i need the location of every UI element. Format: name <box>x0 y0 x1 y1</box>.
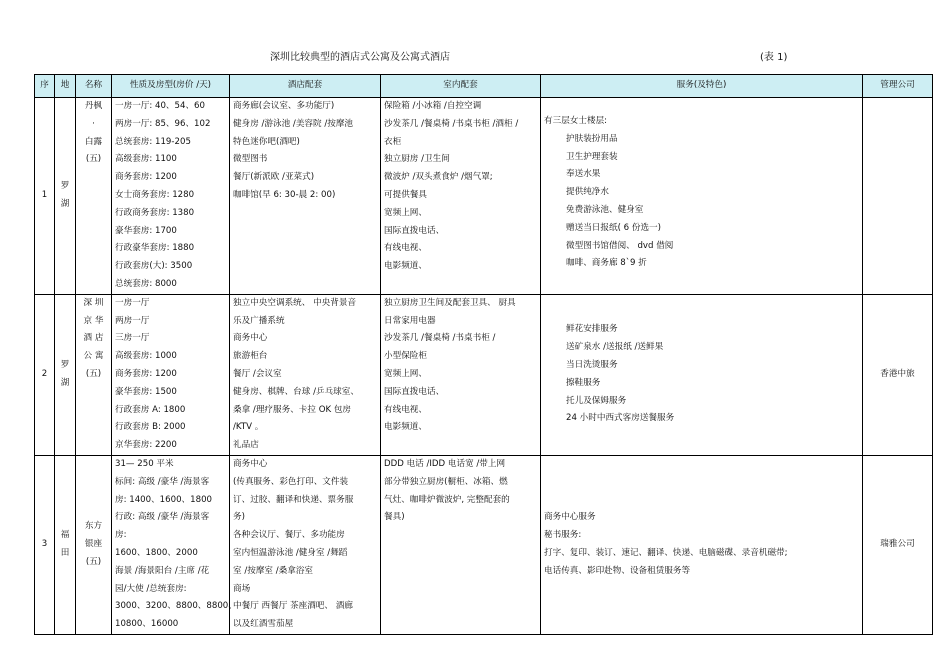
row-area <box>55 294 76 455</box>
row-rooms-line: 行政: 高级 /豪华 /海景客 <box>115 512 210 523</box>
row-rooms-line: 一房一厅: 40、54、60 <box>115 101 205 111</box>
row-company-line: 香港中旅 <box>880 368 915 379</box>
row-services-line: 托儿及保姆服务 <box>566 395 627 406</box>
row-facilities-line: 商务中心 <box>233 333 268 344</box>
row-indoor-line: 保险箱 /小冰箱 /自控空调 <box>384 101 482 111</box>
row-name-line: 丹枫 <box>84 101 103 111</box>
header-company: 管理公司 <box>863 75 933 98</box>
row-rooms-line: 高级套房: 1000 <box>115 351 177 362</box>
row-rooms-line: 两房一厅: 85、96、102 <box>115 118 211 129</box>
header-no: 序 <box>35 75 55 98</box>
row-rooms-line: 商务套房: 1200 <box>115 368 177 379</box>
row-facilities-line: 微型图书 <box>233 154 268 165</box>
row-services-line: 提供纯净水 <box>566 187 609 198</box>
row-number <box>35 294 55 455</box>
row-name-line: (五) <box>85 368 102 379</box>
row-services-line: 当日洗烫服务 <box>566 360 618 371</box>
row-facilities <box>230 455 381 634</box>
row-indoor-line: 有线电视、 <box>384 243 427 254</box>
row-rooms-line: 房: 1400、1600、1800 <box>115 494 213 505</box>
row-name-line: · <box>92 118 95 129</box>
row-rooms-line: 1600、1800、2000 <box>115 547 198 558</box>
row-services-line: 有三层女士楼层: <box>544 116 608 126</box>
row-name-line: (五) <box>85 556 102 567</box>
table-row <box>35 98 933 295</box>
row-facilities <box>230 294 381 455</box>
row-facilities-line: 独立中央空调系统、 中央背景音 <box>233 297 357 308</box>
row-indoor-line: DDD 电话 /IDD 电话宽 /带上网 <box>384 458 506 469</box>
row-indoor-line: 国际直拨电话、 <box>384 386 445 397</box>
row-services <box>541 294 863 455</box>
row-indoor-line: 独立厨房 /卫生间 <box>384 154 450 165</box>
row-indoor-line: 宽频上网、 <box>384 207 427 218</box>
row-services-line: 微型图书馆借阅、 dvd 借阅 <box>566 240 674 251</box>
row-number-line: 1 <box>41 189 48 200</box>
row-indoor-line: 衣柜 <box>384 136 402 147</box>
row-rooms-line: 三房一厅 <box>115 333 150 344</box>
header-area: 地 <box>55 75 76 98</box>
row-rooms-line: 豪华套房: 1500 <box>115 386 177 397</box>
row-services-line: 24 小时中西式客房送餐服务 <box>566 413 675 424</box>
row-services-line: 擦鞋服务 <box>566 377 601 388</box>
row-services-line: 送矿泉水 /送报纸 /送鲜果 <box>566 342 664 353</box>
row-area-line: 福 <box>60 530 70 541</box>
row-services-line: 咖啡、商务廊 8`9 折 <box>566 258 647 269</box>
row-rooms-line: 10800、16000 <box>115 619 179 630</box>
row-facilities-line: 餐厅(新派欧 /亚菜式) <box>233 172 315 183</box>
row-rooms-line: 两房一厅 <box>115 315 150 326</box>
row-services-line: 秘书服务: <box>544 530 582 541</box>
row-services-line: 卫生护理套装 <box>566 151 618 162</box>
row-indoor-line: 国际直拨电话、 <box>384 225 445 236</box>
row-rooms-line: 行政套房(大): 3500 <box>115 261 193 272</box>
row-indoor-line: 有线电视、 <box>384 404 427 415</box>
row-facilities-line: 以及红酒雪茄屋 <box>233 619 294 630</box>
row-indoor-line: 沙发茶几 /餐桌椅 /书桌书柜 / <box>384 333 496 344</box>
row-services-line: 奉送水果 <box>566 169 601 180</box>
row-indoor-line: 可提供餐具 <box>384 189 427 200</box>
row-facilities-line: 旅游柜台 <box>233 351 268 362</box>
row-services-line: 商务中心服务 <box>544 512 596 523</box>
row-indoor-line: 电影频道、 <box>384 422 427 433</box>
document-title: 深圳比较典型的酒店式公寓及公寓式酒店 <box>270 52 450 63</box>
row-services-line: 免费游泳池、健身室 <box>566 204 644 215</box>
header-facilities: 酒店配套 <box>230 75 381 98</box>
table-number-tag: (表 1) <box>760 52 788 63</box>
row-company <box>863 294 933 455</box>
row-number <box>35 455 55 634</box>
row-facilities-line: 礼品店 <box>233 440 259 451</box>
row-name-line: 银座 <box>84 539 103 550</box>
row-rooms-line: 3000、3200、8800、8800、 <box>115 601 237 612</box>
row-rooms-line: 海景 /海景阳台 /主席 /花 <box>115 565 210 576</box>
row-facilities-line: 桑拿 /理疗服务、卡拉 OK 包房 <box>233 404 352 415</box>
row-number-line: 3 <box>41 539 48 550</box>
row-area-line: 田 <box>60 547 70 558</box>
row-facilities-line: 商场 <box>233 583 251 594</box>
table-header-row <box>35 75 933 98</box>
row-indoor-line: 电影频道、 <box>384 261 427 272</box>
row-rooms-line: 31— 250 平米 <box>115 458 174 469</box>
row-name-line: 东方 <box>84 521 103 532</box>
row-services-line: 赠送当日报纸( 6 份选一) <box>566 222 661 233</box>
row-rooms-line: 园/大使 /总统套房: <box>115 583 187 594</box>
row-rooms-line: 豪华套房: 1700 <box>115 225 177 236</box>
row-facilities-line: /KTV 。 <box>233 422 264 433</box>
row-indoor-line: 小型保险柜 <box>384 351 427 362</box>
row-rooms-line: 总统套房: 8000 <box>115 278 177 289</box>
row-indoor <box>381 294 541 455</box>
row-facilities-line: 健身房、棋牌、台球 /乒乓球室、 <box>233 386 359 397</box>
row-rooms <box>112 455 237 634</box>
row-indoor <box>381 98 541 295</box>
row-facilities-line: 特色迷你吧(酒吧) <box>233 136 300 147</box>
row-name-line: 京 华 <box>83 315 104 326</box>
row-name-line: (五) <box>85 154 102 165</box>
row-indoor-line: 日常家用电器 <box>384 315 436 326</box>
row-name-line: 深 圳 <box>83 297 104 308</box>
row-facilities-line: 各种会议厅、餐厅、多功能房 <box>233 530 345 541</box>
row-rooms-line: 商务套房: 1200 <box>115 172 177 183</box>
header-name: 名称 <box>76 75 112 98</box>
row-area <box>55 455 76 634</box>
row-company <box>863 98 933 295</box>
row-indoor-line: 部分带独立厨房(橱柜、冰箱、燃 <box>384 476 508 487</box>
row-indoor-line: 气灶、咖啡炉微波炉, 完整配套的 <box>384 494 510 505</box>
header-indoor: 室内配套 <box>381 75 541 98</box>
row-rooms-line: 总统套房: 119-205 <box>115 136 191 147</box>
row-number-line: 2 <box>41 368 48 379</box>
row-area <box>55 98 76 295</box>
row-rooms <box>112 294 230 455</box>
row-number <box>35 98 55 295</box>
row-area-line: 湖 <box>60 198 70 209</box>
row-rooms-line: 一房一厅 <box>115 297 150 308</box>
row-indoor-line: 餐具) <box>384 512 405 523</box>
row-services <box>541 455 863 634</box>
row-rooms-line: 行政套房 A: 1800 <box>115 404 186 415</box>
row-facilities-line: 订、过胶、翻译和快递、票务服 <box>233 494 354 505</box>
row-indoor-line: 沙发茶几 /餐桌椅 /书桌书柜 /酒柜 / <box>384 118 519 129</box>
row-company-line: 瑞雅公司 <box>880 539 915 550</box>
row-rooms-line: 京华套房: 2200 <box>115 440 177 451</box>
row-name-line: 白露 <box>84 136 103 147</box>
row-facilities-line: 室 /按摩室 /桑拿浴室 <box>233 565 314 576</box>
row-name <box>76 455 112 634</box>
row-facilities-line: 中餐厅 西餐厅 茶座酒吧、 酒廊 <box>233 601 353 612</box>
row-name <box>76 294 112 455</box>
row-facilities-line: 乐及广播系统 <box>233 315 285 326</box>
row-facilities-line: 室内恒温游泳池 /健身室 /舞蹈 <box>233 547 348 558</box>
row-rooms <box>112 98 230 295</box>
row-rooms-line: 行政豪华套房: 1880 <box>115 243 195 254</box>
row-name-line: 酒 店 <box>83 333 104 344</box>
row-area-line: 湖 <box>60 377 70 388</box>
row-rooms-line: 女士商务套房: 1280 <box>115 189 195 200</box>
row-facilities-line: 健身房 /游泳池 /美容院 /按摩池 <box>233 118 354 129</box>
table-row <box>35 294 933 455</box>
row-rooms-line: 房: <box>115 530 127 541</box>
row-services-line: 打字、复印、装订、速记、翻译、快递、电脑磁碟、录音机磁带; <box>544 547 788 558</box>
row-services <box>541 98 863 295</box>
row-services-line: 鲜花安排服务 <box>566 324 618 335</box>
row-facilities-line: 餐厅 /会议室 <box>233 368 282 379</box>
row-area-line: 罗 <box>60 360 70 371</box>
row-area-line: 罗 <box>60 181 70 192</box>
row-facilities-line: 商务廊(会议室、多功能厅) <box>233 101 335 111</box>
row-indoor-line: 宽频上网、 <box>384 368 427 379</box>
row-rooms-line: 标间: 高级 /豪华 /海景客 <box>115 476 210 487</box>
row-services-line: 电话传真、影印赴物、设备租赁服务等 <box>544 565 691 576</box>
row-facilities-line: 务) <box>233 512 245 523</box>
row-name-line: 公 寓 <box>83 351 104 362</box>
row-indoor <box>381 455 541 634</box>
row-company <box>863 455 933 634</box>
row-rooms-line: 行政套房 B: 2000 <box>115 422 186 433</box>
hotel-apartment-table <box>34 74 933 635</box>
row-facilities-line: 咖啡馆(早 6: 30-晨 2: 00) <box>233 189 336 200</box>
header-services: 服务(及特色) <box>541 75 863 98</box>
table-row <box>35 455 933 634</box>
row-facilities-line: 商务中心 <box>233 458 268 469</box>
header-rooms: 性质及房型(房价 /天) <box>112 75 230 98</box>
row-rooms-line: 行政商务套房: 1380 <box>115 207 195 218</box>
row-rooms-line: 高级套房: 1100 <box>115 154 177 165</box>
row-indoor-line: 独立厨房卫生间及配套卫具、 厨具 <box>384 297 516 308</box>
row-indoor-line: 微波炉 /双头煮食炉 /烟气罩; <box>384 172 493 183</box>
row-facilities <box>230 98 381 295</box>
row-services-line: 护肤装扮用品 <box>566 133 618 144</box>
row-name <box>76 98 112 295</box>
row-facilities-line: (传真服务、彩色打印、文件装 <box>233 476 349 487</box>
